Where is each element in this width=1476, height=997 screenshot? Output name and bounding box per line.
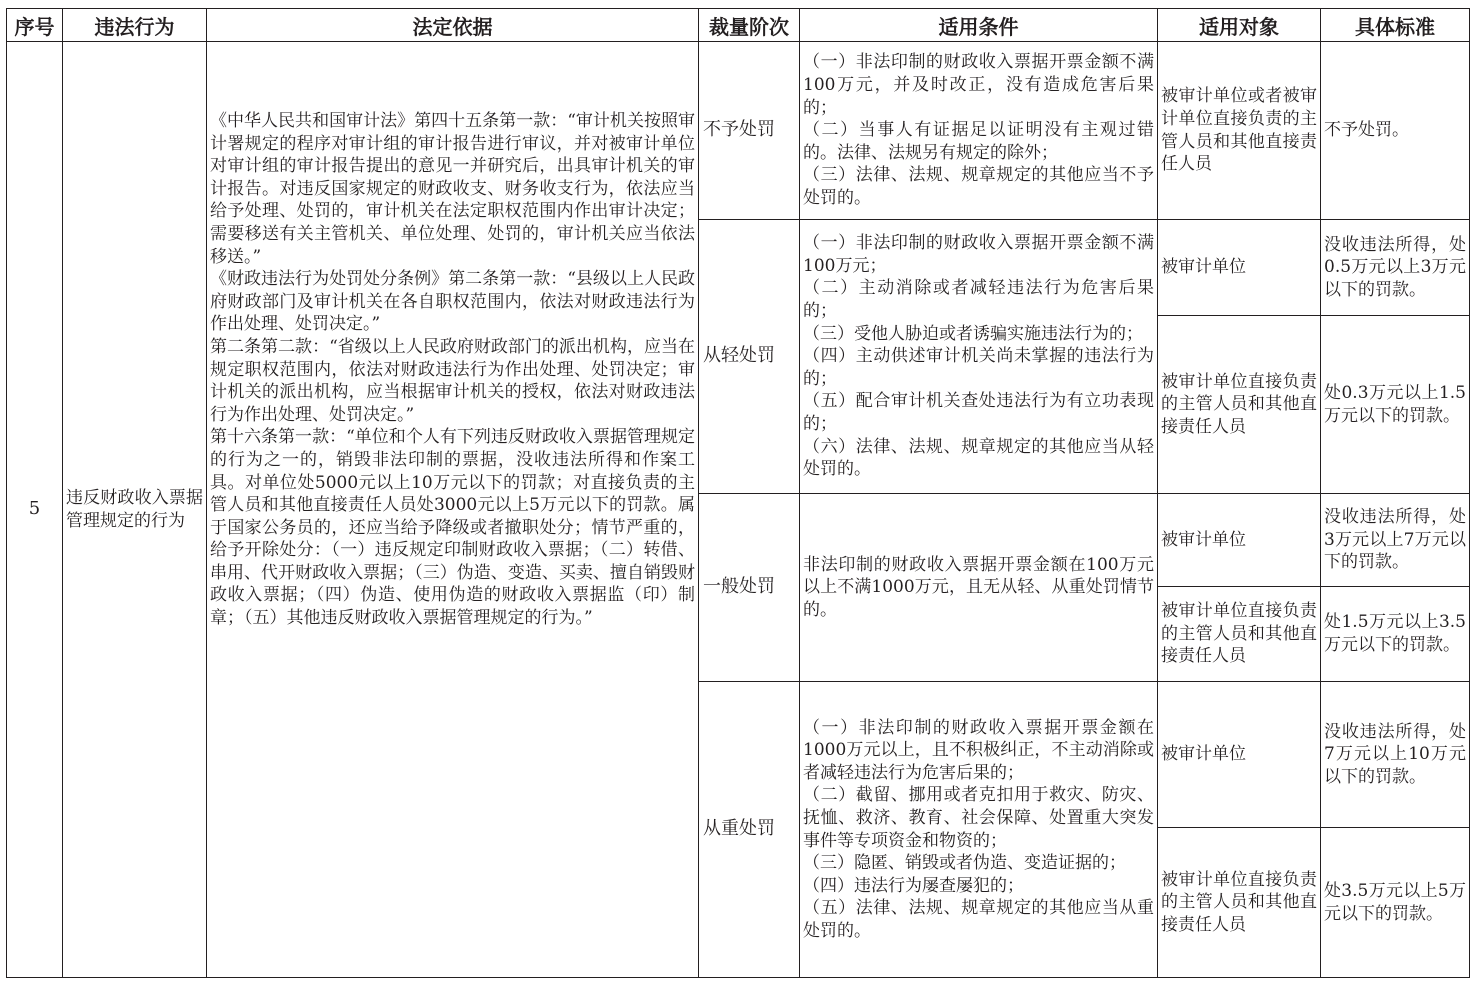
- legal-basis-paragraph: 第二条第二款：“省级以上人民政府财政部门的派出机构，应当在规定职权范围内，依法对财政违法行为作出处理、处罚决定；审计机关的派出机构，应当根据审计机关的授权，依法对财政违法行为作出处理、处罚决定。”: [210, 336, 695, 425]
- condition-item: （一）非法印制的财政收入票据开票金额不满100万元；: [803, 233, 1154, 276]
- row-number: 5: [7, 42, 63, 978]
- condition-item: 非法印制的财政收入票据开票金额在100万元以上不满1000万元，且无从轻、从重处罚情节的。: [803, 554, 1154, 620]
- header-no: 序号: [7, 9, 63, 42]
- standard-cell: 没收违法所得，处0.5万元以上3万元以下的罚款。: [1321, 220, 1470, 316]
- violation-cell: 违反财政收入票据管理规定的行为: [63, 42, 207, 978]
- header-target: 适用对象: [1158, 9, 1321, 42]
- condition-item: （二）主动消除或者减轻违法行为危害后果的；: [803, 278, 1154, 322]
- condition-item: （二）截留、挪用或者克扣用于救灾、防灾、抚恤、救济、教育、社会保障、处置重大突发事件等专项资金和物资的；: [803, 785, 1154, 851]
- condition-item: （三）法律、法规、规章规定的其他应当不予处罚的。: [803, 165, 1154, 208]
- conditions-no-penalty: [800, 42, 1158, 220]
- condition-item: （一）非法印制的财政收入票据开票金额不满100万元，并及时改正，没有造成危害后果的；: [803, 52, 1154, 118]
- condition-item: （二）当事人有证据足以证明没有主观过错的。法律、法规另有规定的除外；: [803, 120, 1154, 163]
- target-cell: 被审计单位或者被审计单位直接负责的主管人员和其他直接责任人员: [1158, 42, 1321, 220]
- header-legal-basis: 法定依据: [207, 9, 699, 42]
- condition-item: （六）法律、法规、规章规定的其他应当从轻处罚的。: [803, 436, 1154, 480]
- level-no-penalty: 不予处罚: [699, 42, 800, 220]
- header-standard: 具体标准: [1321, 9, 1470, 42]
- table-row: [7, 42, 1470, 220]
- condition-item: （一）非法印制的财政收入票据开票金额在1000万元以上，且不积极纠正，不主动消除或者减轻违法行为危害后果的；: [803, 717, 1154, 783]
- standard-cell: 处0.3万元以上1.5万元以下的罚款。: [1321, 316, 1470, 494]
- standard-cell: 没收违法所得，处7万元以上10万元以下的罚款。: [1321, 682, 1470, 828]
- header-level: 裁量阶次: [699, 9, 800, 42]
- target-cell: 被审计单位直接负责的主管人员和其他直接责任人员: [1158, 828, 1321, 978]
- header-row: [7, 9, 1470, 42]
- conditions-general-penalty: [800, 494, 1158, 682]
- target-cell: 被审计单位: [1158, 220, 1321, 316]
- legal-basis-paragraph: 《财政违法行为处罚处分条例》第二条第一款：“县级以上人民政府财政部门及审计机关在各自职权范围内，依法对财政违法行为作出处理、处罚决定。”: [210, 269, 695, 335]
- standard-cell: 处1.5万元以上3.5万元以下的罚款。: [1321, 587, 1470, 682]
- condition-item: （四）主动供述审计机关尚未掌握的违法行为的；: [803, 346, 1154, 389]
- conditions-lighter-penalty: [800, 220, 1158, 494]
- legal-basis-cell: [207, 42, 699, 978]
- condition-item: （五）法律、法规、规章规定的其他应当从重处罚的。: [803, 898, 1154, 941]
- condition-item: （三）隐匿、销毁或者伪造、变造证据的；: [803, 853, 1126, 874]
- legal-basis-paragraph: 《中华人民共和国审计法》第四十五条第一款：“审计机关按照审计署规定的程序对审计组的审计报告进行审议，并对被审计单位对审计组的审计报告提出的意见一并研究后，出具审计机关的审计报告。对违反国家规定的财政收支、财务收支行为，依法应当给予处理、处罚的，审计机关在法定职权范围内作出审计决定；需要移送有关主管机关、单位处理、处罚的，审计机关应当依法移送。”: [210, 111, 695, 267]
- standard-cell: 处3.5万元以上5万元以下的罚款。: [1321, 828, 1470, 978]
- level-heavier-penalty: 从重处罚: [699, 682, 800, 978]
- target-cell: 被审计单位直接负责的主管人员和其他直接责任人员: [1158, 316, 1321, 494]
- target-cell: 被审计单位直接负责的主管人员和其他直接责任人员: [1158, 587, 1321, 682]
- standard-cell: 不予处罚。: [1321, 42, 1470, 220]
- level-lighter-penalty: 从轻处罚: [699, 220, 800, 494]
- level-general-penalty: 一般处罚: [699, 494, 800, 682]
- target-cell: 被审计单位: [1158, 682, 1321, 828]
- condition-item: （四）违法行为屡查屡犯的；: [803, 875, 1024, 896]
- condition-item: （五）配合审计机关查处违法行为有立功表现的；: [803, 391, 1154, 434]
- condition-item: （三）受他人胁迫或者诱骗实施违法行为的；: [803, 323, 1143, 344]
- legal-basis-paragraph: 第十六条第一款：“单位和个人有下列违反财政收入票据管理规定的行为之一的，销毁非法印制的票据，没收违法所得和作案工具。对单位处5000元以上10万元以下的罚款；对直接负责的主管人员和其他直接责任人员处3000元以上5万元以下的罚款。属于国家公务员的，还应当给予降级或者撤职处分；情节严重的，给予开除处分：（一）违反规定印制财政收入票据；（二）转借、串用、代开财政收入票据；（三）伪造、变造、买卖、擅自销毁财政收入票据；（四）伪造、使用伪造的财政收入票据监（印）制章；（五）其他违反财政收入票据管理规定的行为。”: [210, 427, 695, 629]
- header-conditions: 适用条件: [800, 9, 1158, 42]
- header-violation: 违法行为: [63, 9, 207, 42]
- conditions-heavier-penalty: [800, 682, 1158, 978]
- penalty-discretion-table: [6, 8, 1470, 978]
- target-cell: 被审计单位: [1158, 494, 1321, 587]
- standard-cell: 没收违法所得，处3万元以上7万元以下的罚款。: [1321, 494, 1470, 587]
